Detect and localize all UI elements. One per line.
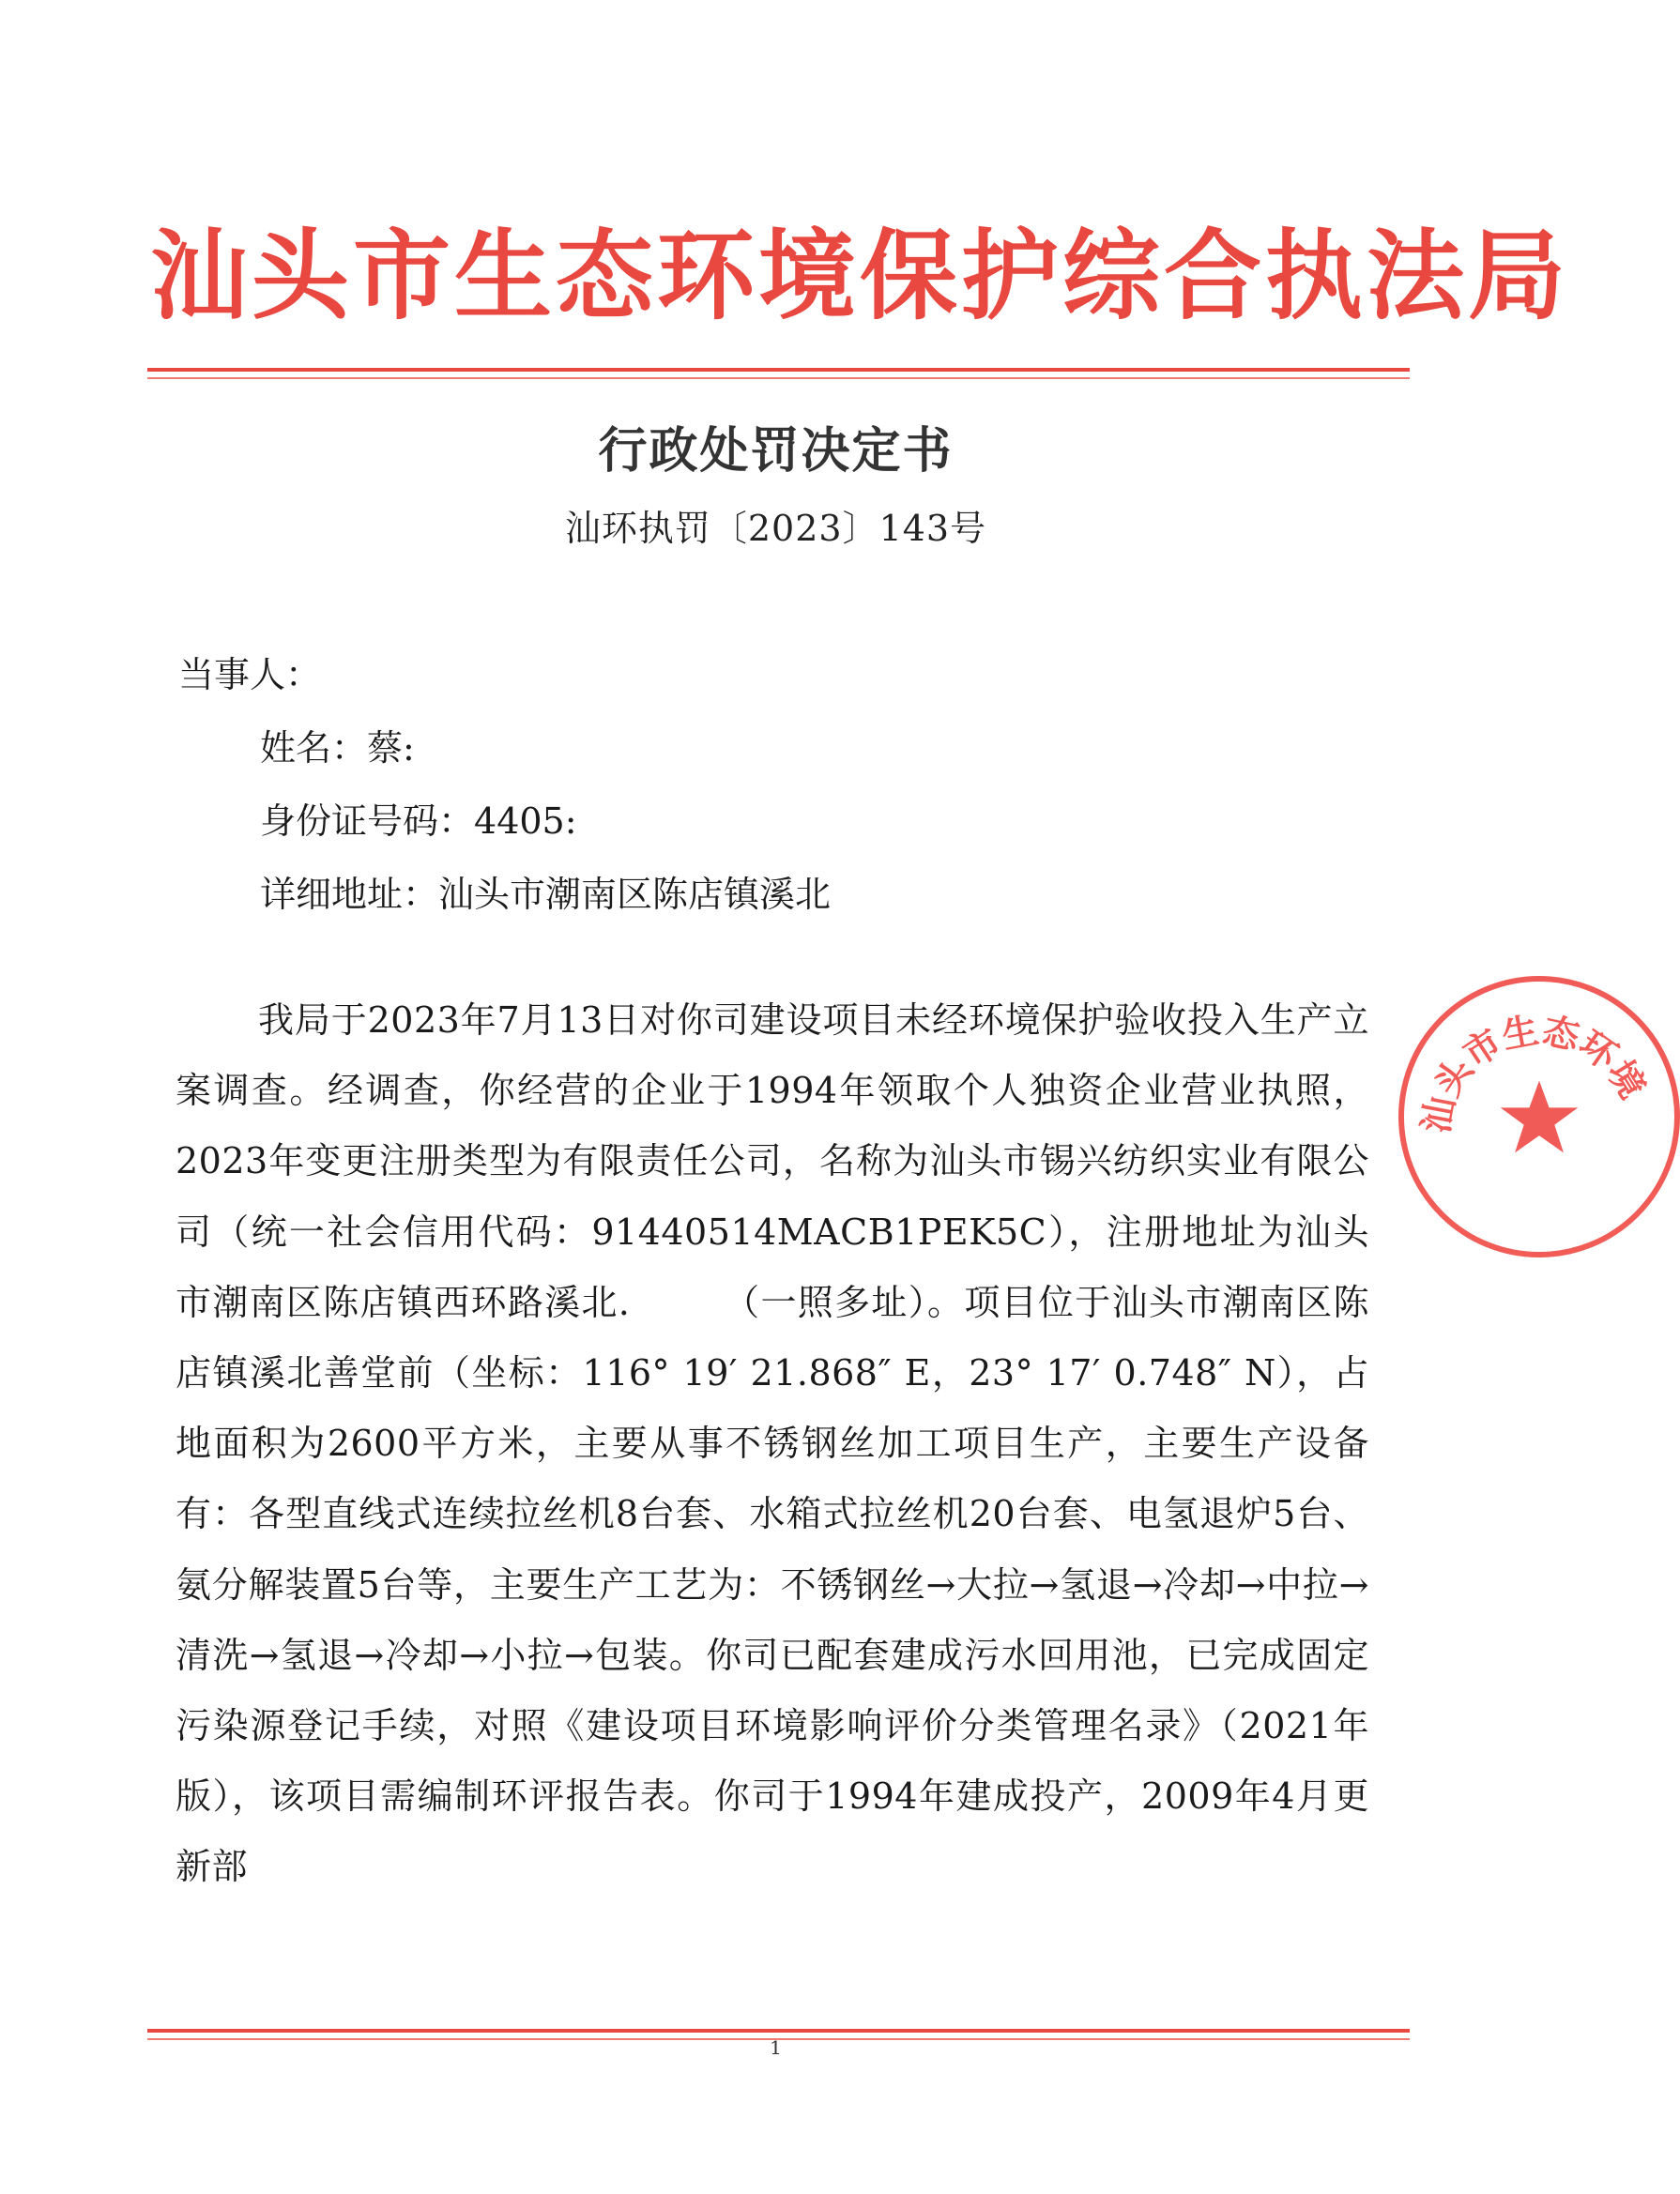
document-title: 行政处罚决定书 (598, 423, 954, 480)
header-red-rule (147, 368, 1410, 372)
footer-red-rule (147, 2029, 1410, 2033)
seal-graphic (1404, 982, 1674, 1252)
star-icon (1501, 1081, 1579, 1153)
page-number: 1 (770, 2036, 782, 2059)
seal-text: 汕头市生态环境 (1414, 1009, 1654, 1137)
name-label: 姓名： (260, 727, 368, 769)
party-info (178, 638, 831, 931)
body-paragraph: 我局于2023年7月13日对你司建设项目未经环境保护验收投入生产立案调查。经调查，你经营的企业于1994年领取个人独资企业营业执照，2023年变更注册类型为有限责任公司，名称为汕头市锡兴纺织实业有限公司（统一社会信用代码：91440514MACB1PEK5C），注册地址为汕头市潮南区陈店镇西环路溪北. （一照多址）。项目位于汕头市潮南区陈店镇溪北善堂前（坐标：116° 19′ 21.868″ E，23° 17′ 0.748″ N），占地面积为2600平方米，主要从事不锈钢丝加工项目生产，主要生产设备有：各型直线式连续拉丝机8台套、水箱式拉丝机20台套、电氢退炉5台、氨分解装置5台等，主要生产工艺为：不锈钢丝→大拉→氢退→冷却→中拉→清洗→氢退→冷却→小拉→包装。你司已配套建成污水回用池，已完成固定污染源登记手续，对照《建设项目环境影响评价分类管理名录》（2021年版），该项目需编制环评报告表。你司于1994年建成投产，2009年4月更新部 (176, 999, 1369, 1888)
party-id-line (178, 785, 831, 858)
agency-name-header: 汕头市生态环境保护综合执法局 (150, 218, 1570, 333)
official-seal (1398, 976, 1680, 1257)
address-label: 详细地址： (260, 874, 439, 915)
party-heading: 当事人： (178, 654, 322, 695)
id-value: 4405: (474, 800, 577, 842)
address-value: 汕头市潮南区陈店镇溪北 (438, 874, 832, 915)
party-address-line (178, 858, 831, 931)
body-text (176, 985, 1369, 1903)
party-name-line (178, 711, 831, 785)
name-value: 蔡: (367, 727, 415, 769)
id-label: 身份证号码： (260, 800, 475, 842)
document-number: 汕环执罚〔2023〕143号 (564, 508, 987, 549)
